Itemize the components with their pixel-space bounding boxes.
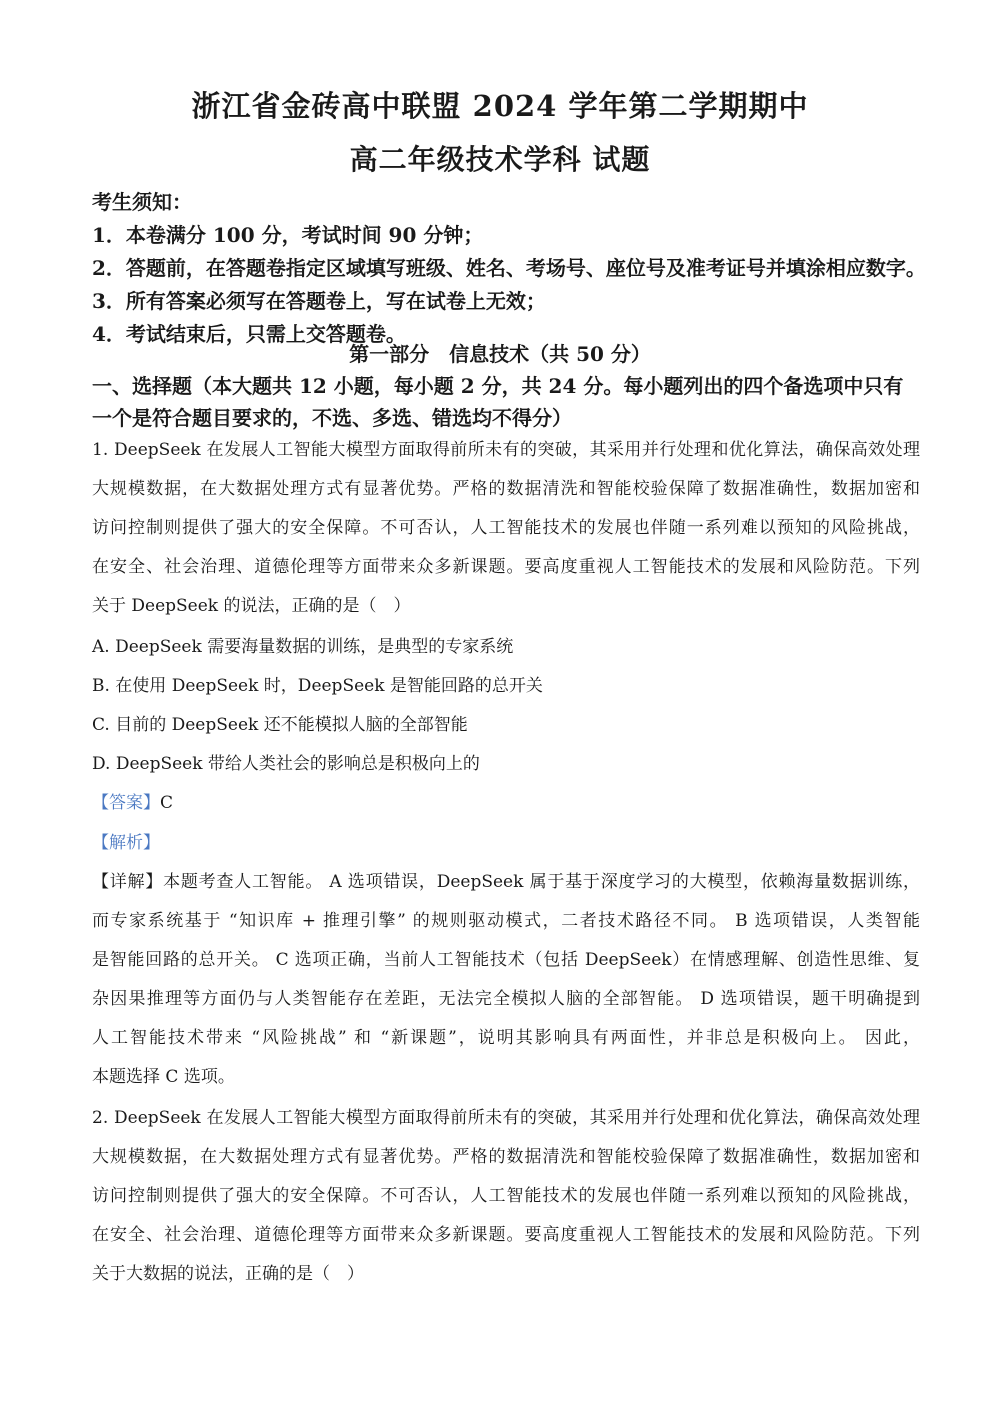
question-line: 1. DeepSeek 在发展人工智能大模型方面取得前所未有的突破，其采用并行处理和优化算法，确保高效处理 (92, 440, 920, 460)
question-line: 访问控制则提供了强大的安全保障。不可否认，人工智能技术的发展也伴随一系列难以预知的风险挑战， (92, 518, 920, 538)
question-2-stem (92, 1099, 920, 1294)
analysis-tag: 【解析】 (92, 833, 160, 853)
question-1-stem (92, 431, 920, 626)
question-line: 关于 DeepSeek 的说法，正确的是（ ） (92, 596, 411, 616)
explanation-line: 人工智能技术带来 “风险挑战” 和 “新课题”，说明其影响具有两面性，并非总是积极向上。 因此， (92, 1028, 920, 1048)
answer-value: C (160, 793, 174, 813)
option-d: D. DeepSeek 带给人类社会的影响总是积极向上的 (92, 754, 480, 774)
notice-item: 3．所有答案必须写在答题卷上，写在试卷上无效； (92, 289, 546, 313)
question-line: 访问控制则提供了强大的安全保障。不可否认，人工智能技术的发展也伴随一系列难以预知的风险挑战， (92, 1186, 920, 1206)
question-line: 大规模数据，在大数据处理方式有显著优势。严格的数据清洗和智能校验保障了数据准确性，数据加密和 (92, 1147, 920, 1167)
explanation-line: 杂因果推理等方面仍与人类智能存在差距，无法完全模拟人脑的全部智能。 D 选项错误，题干明确提到 (92, 989, 920, 1009)
section-heading-line: 一个是符合题目要求的，不选、多选、错选均不得分） (92, 406, 572, 430)
answer-line (92, 791, 173, 815)
notice-item: 2．答题前，在答题卷指定区域填写班级、姓名、考场号、座位号及准考证号并填涂相应数字。 (92, 256, 926, 280)
section-heading-line: 一、选择题（本大题共 12 小题，每小题 2 分，共 24 分。每小题列出的四个备选项中只有 (92, 374, 904, 398)
explanation-line: 是智能回路的总开关。 C 选项正确，当前人工智能技术（包括 DeepSeek）在情感理解、创造性思维、复 (92, 950, 920, 970)
option-b: B. 在使用 DeepSeek 时，DeepSeek 是智能回路的总开关 (92, 676, 543, 696)
answer-tag: 【答案】 (92, 793, 160, 813)
question-1-explanation (92, 863, 920, 1097)
explanation-line: 【详解】本题考查人工智能。 A 选项错误，DeepSeek 属于基于深度学习的大模型，依赖海量数据训练， (92, 872, 920, 892)
notice-item: 1．本卷满分 100 分，考试时间 90 分钟； (92, 223, 484, 247)
notice-heading: 考生须知： (92, 190, 192, 214)
question-line: 在安全、社会治理、道德伦理等方面带来众多新课题。要高度重视人工智能技术的发展和风险防范。下列 (92, 557, 920, 577)
candidate-notice (92, 186, 926, 351)
question-line: 2. DeepSeek 在发展人工智能大模型方面取得前所未有的突破，其采用并行处理和优化算法，确保高效处理 (92, 1108, 920, 1128)
analysis-line (92, 831, 160, 855)
explanation-line: 本题选择 C 选项。 (92, 1067, 235, 1087)
question-line: 关于大数据的说法，正确的是（ ） (92, 1264, 364, 1284)
question-line: 在安全、社会治理、道德伦理等方面带来众多新课题。要高度重视人工智能技术的发展和风险防范。下列 (92, 1225, 920, 1245)
question-line: 大规模数据，在大数据处理方式有显著优势。严格的数据清洗和智能校验保障了数据准确性，数据加密和 (92, 479, 920, 499)
option-c: C. 目前的 DeepSeek 还不能模拟人脑的全部智能 (92, 715, 468, 735)
section-heading (92, 370, 922, 434)
exam-subtitle: 高二年级技术学科 试题 (349, 143, 651, 176)
part-title: 第一部分 信息技术（共 50 分） (349, 342, 651, 366)
explanation-line: 而专家系统基于 “知识库 + 推理引擎” 的规则驱动模式，二者技术路径不同。 B 选项错误，人类智能 (92, 911, 920, 931)
option-a: A. DeepSeek 需要海量数据的训练，是典型的专家系统 (92, 637, 514, 657)
exam-title: 浙江省金砖高中联盟 2024 学年第二学期期中 (191, 89, 809, 123)
notice-item: 4．考试结束后，只需上交答题卷。 (92, 322, 406, 346)
